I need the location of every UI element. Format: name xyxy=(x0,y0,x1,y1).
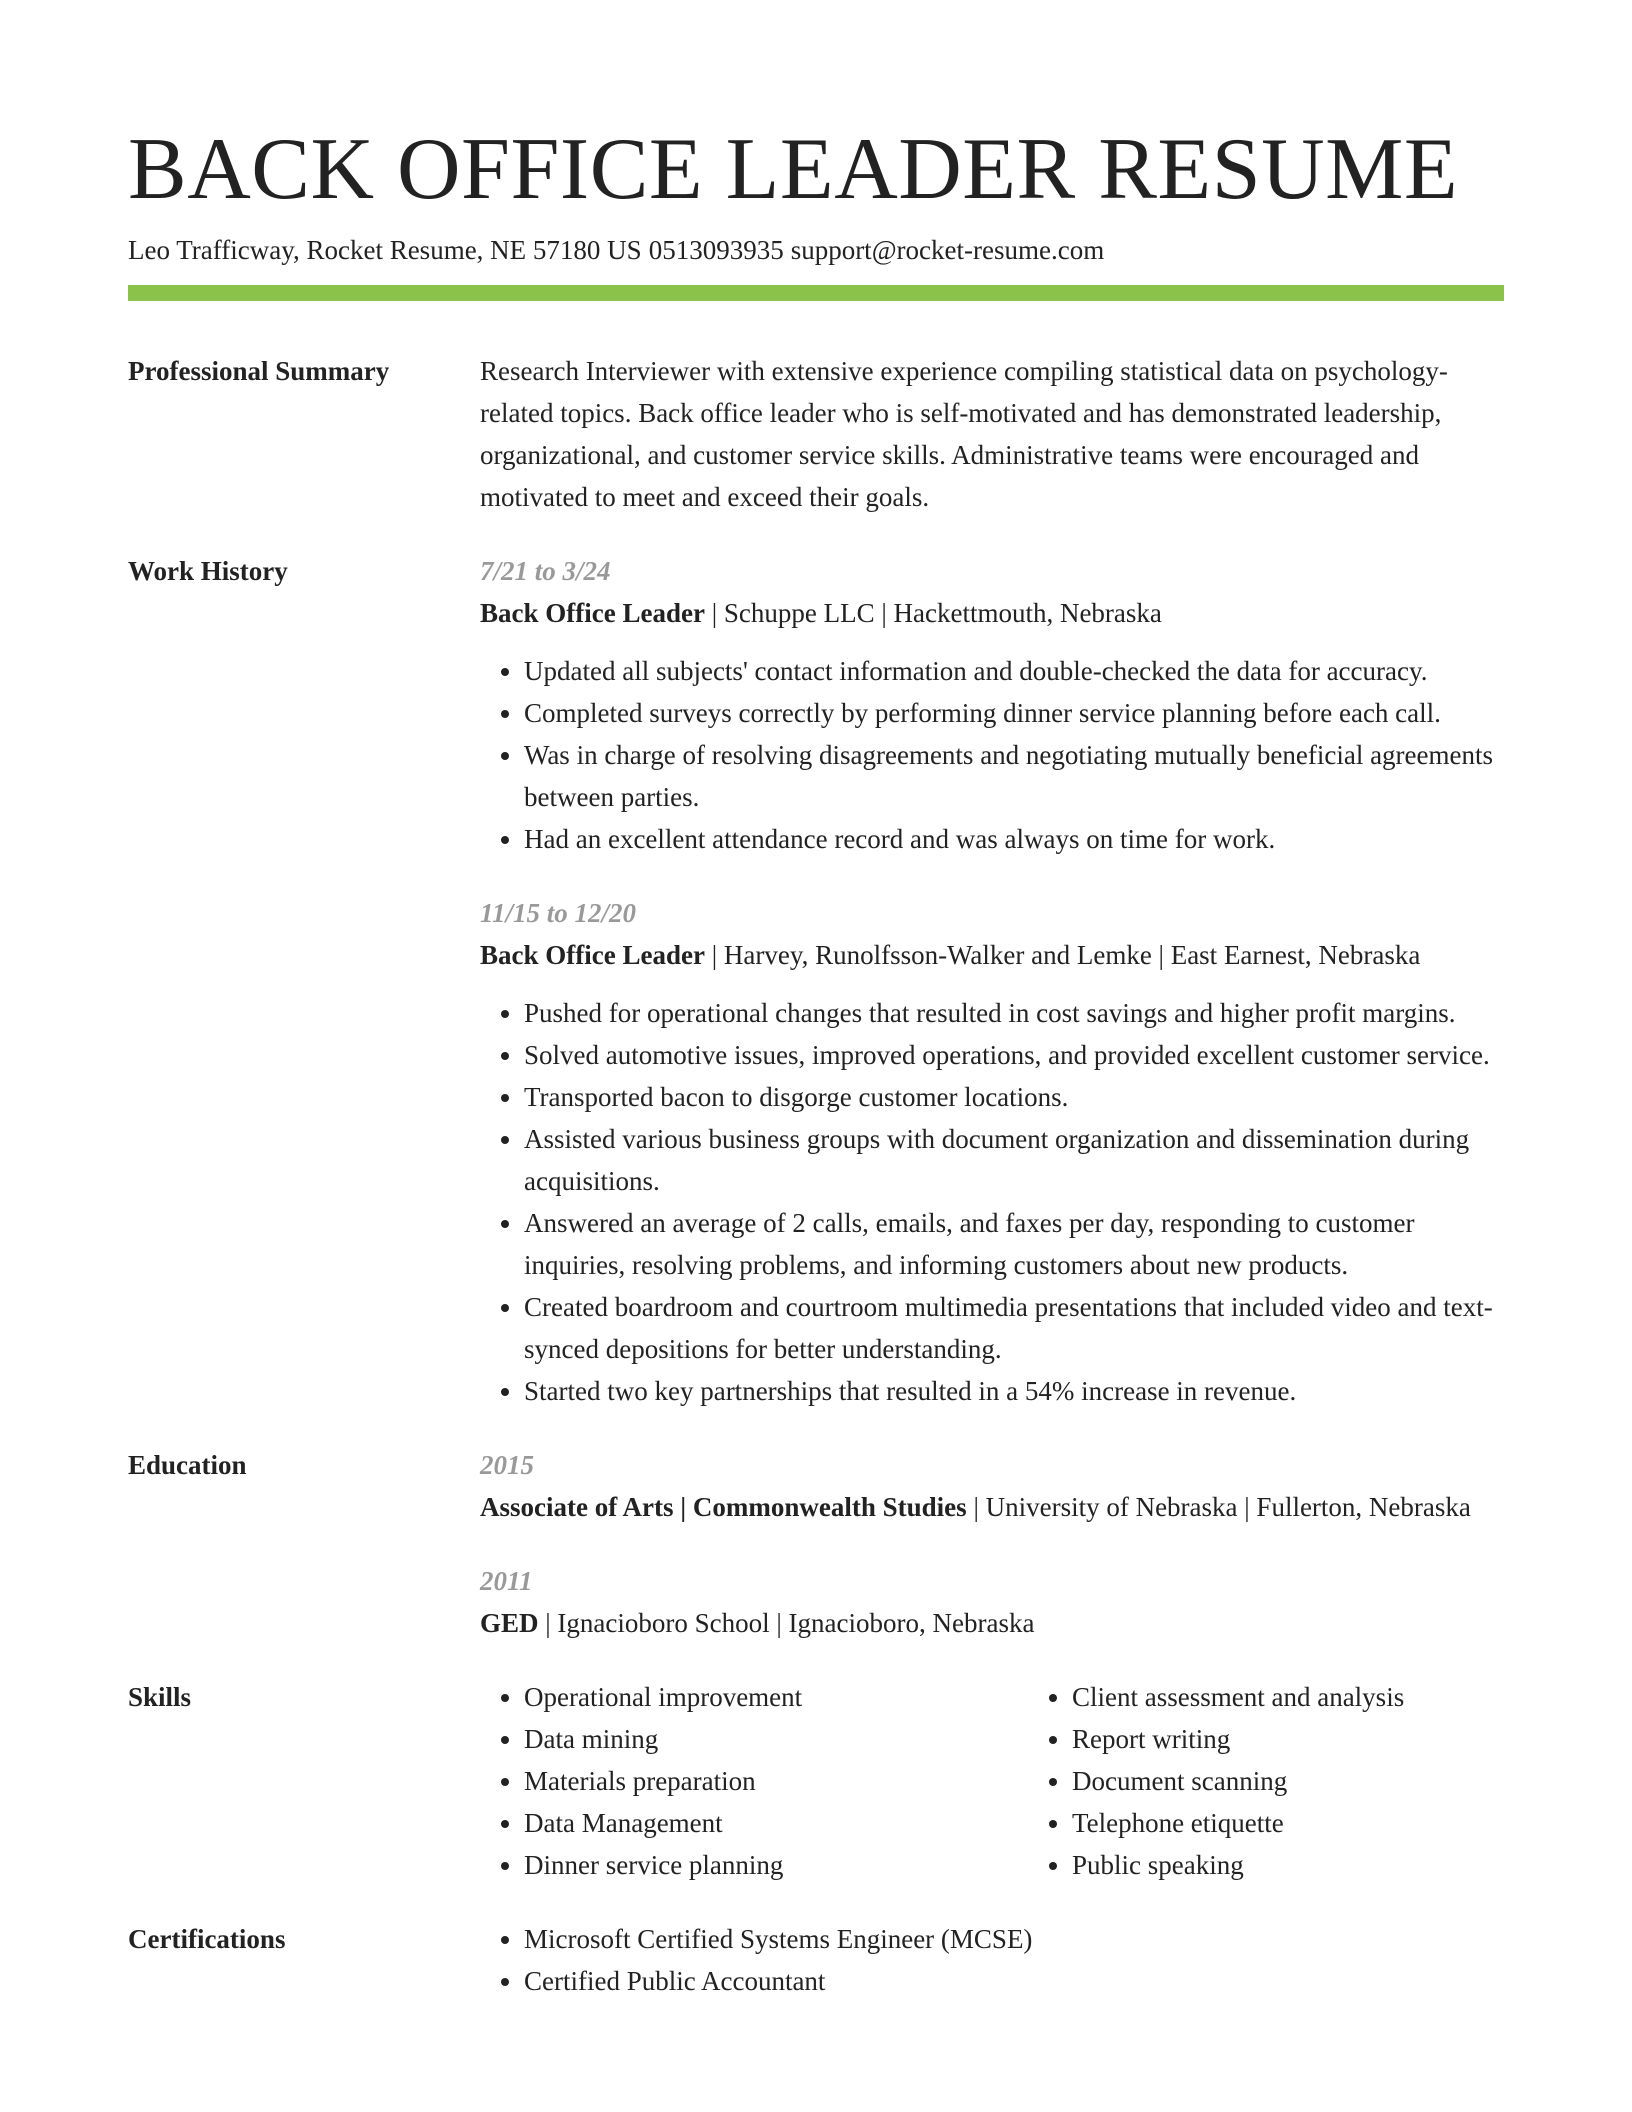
skill-item: • Document scanning xyxy=(1072,1760,1576,1802)
education-details: | University of Nebraska | Fullerton, Nebraska xyxy=(966,1492,1471,1522)
skill-item: • Data mining xyxy=(524,1718,1028,1760)
job-bullet: • Had an excellent attendance record and was always on time for work. xyxy=(524,818,1504,860)
skill-item: • Client assessment and analysis xyxy=(1072,1676,1576,1718)
education-details: | Ignacioboro School | Ignacioboro, Nebraska xyxy=(538,1608,1035,1638)
skill-item: • Operational improvement xyxy=(524,1676,1028,1718)
job-title: Back Office Leader xyxy=(480,598,705,628)
skills-column xyxy=(480,1676,1028,1886)
job-bullets xyxy=(480,650,1504,860)
education-entry xyxy=(480,1444,1504,1528)
job-dates: 7/21 to 3/24 xyxy=(480,556,611,586)
section-label-summary: Professional Summary xyxy=(128,356,390,386)
contact-line xyxy=(128,232,1504,268)
skill-item: • Public speaking xyxy=(1072,1844,1576,1886)
job-bullet: • Solved automotive issues, improved operations, and provided excellent customer service. xyxy=(524,1034,1504,1076)
education-section xyxy=(128,1444,1504,1644)
accent-divider xyxy=(128,285,1504,301)
certifications-list xyxy=(480,1918,1504,2002)
skills-content xyxy=(480,1676,1576,1886)
job-heading xyxy=(480,934,1504,976)
job-bullet: • Updated all subjects' contact information and double-checked the data for accuracy. xyxy=(524,650,1504,692)
summary-text: Research Interviewer with extensive experience compiling statistical data on psychology-related topics. Back office leader who is self-motivated and has demonstrated leadership, organizational, and customer service skills. Administrative teams were encouraged and motivated to meet and exceed their goals. xyxy=(480,356,1448,512)
education-heading xyxy=(480,1486,1504,1528)
job-dates: 11/15 to 12/20 xyxy=(480,898,637,928)
summary-content xyxy=(480,350,1504,518)
resume-title: BACK OFFICE LEADER RESUME xyxy=(128,121,1459,218)
education-heading xyxy=(480,1602,1504,1644)
job-bullet: • Transported bacon to disgorge customer locations. xyxy=(524,1076,1504,1118)
resume-header xyxy=(128,118,1504,268)
contact-email: support@rocket-resume.com xyxy=(790,235,1105,265)
skill-item: • Telephone etiquette xyxy=(1072,1802,1576,1844)
education-content xyxy=(480,1444,1504,1644)
skill-item: • Report writing xyxy=(1072,1718,1576,1760)
section-label-education: Education xyxy=(128,1450,247,1480)
section-label-certifications: Certifications xyxy=(128,1924,286,1954)
summary-section xyxy=(128,350,1504,518)
education-year: 2015 xyxy=(480,1450,534,1480)
skills-section xyxy=(128,1676,1504,1886)
section-label-skills: Skills xyxy=(128,1682,192,1712)
job-bullet: • Pushed for operational changes that resulted in cost savings and higher profit margins. xyxy=(524,992,1504,1034)
section-label-work-history: Work History xyxy=(128,556,288,586)
job-bullet: • Started two key partnerships that resulted in a 54% increase in revenue. xyxy=(524,1370,1504,1412)
work-history-section xyxy=(128,550,1504,1412)
resume-sections xyxy=(128,350,1504,2034)
education-year: 2011 xyxy=(480,1566,533,1596)
job-bullet: • Completed surveys correctly by performing dinner service planning before each call. xyxy=(524,692,1504,734)
job-entry xyxy=(480,550,1504,860)
certification-item: • Microsoft Certified Systems Engineer (MCSE) xyxy=(524,1918,1504,1960)
certifications-content xyxy=(480,1918,1504,2002)
education-degree: GED xyxy=(480,1608,539,1638)
contact-phone: 0513093935 xyxy=(648,235,784,265)
education-degree: Associate of Arts | Commonwealth Studies xyxy=(480,1492,967,1522)
job-bullet: • Was in charge of resolving disagreements and negotiating mutually beneficial agreements between parties. xyxy=(524,734,1504,818)
job-bullets xyxy=(480,992,1504,1412)
job-heading xyxy=(480,592,1504,634)
contact-address: Leo Trafficway, Rocket Resume, NE 57180 US xyxy=(128,235,642,265)
work-history-content xyxy=(480,550,1504,1412)
job-bullet: • Answered an average of 2 calls, emails, and faxes per day, responding to customer inquiries, resolving problems, and informing customers about new products. xyxy=(524,1202,1504,1286)
skill-item: • Materials preparation xyxy=(524,1760,1028,1802)
job-entry xyxy=(480,892,1504,1412)
job-bullet: • Assisted various business groups with document organization and dissemination during acquisitions. xyxy=(524,1118,1504,1202)
skill-item: • Dinner service planning xyxy=(524,1844,1028,1886)
job-details: | Harvey, Runolfsson-Walker and Lemke | East Earnest, Nebraska xyxy=(704,940,1421,970)
certification-item: • Certified Public Accountant xyxy=(524,1960,1504,2002)
skill-item: • Data Management xyxy=(524,1802,1028,1844)
education-entry xyxy=(480,1560,1504,1644)
job-bullet: • Created boardroom and courtroom multimedia presentations that included video and text-synced depositions for better understanding. xyxy=(524,1286,1504,1370)
job-title: Back Office Leader xyxy=(480,940,705,970)
certifications-section xyxy=(128,1918,1504,2002)
job-details: | Schuppe LLC | Hackettmouth, Nebraska xyxy=(704,598,1162,628)
skills-column xyxy=(1028,1676,1576,1886)
